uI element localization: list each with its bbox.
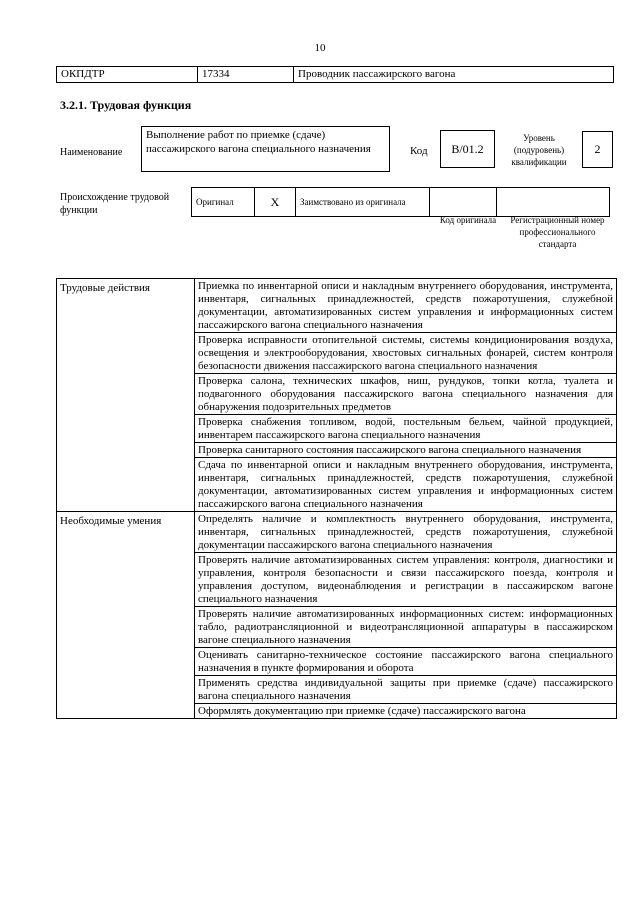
level-label: Уровень (подуровень) квалификации: [511, 133, 567, 167]
okpdtr-row: [57, 67, 614, 83]
origin-table: [191, 187, 610, 217]
labor-action-item: Приемка по инвентарной описи и накладным внутреннего оборудования, инструмента, инвентаря, сигнальных принадлежностей, средств пожаротушения, служебной документации, автоматизированных систем управления и информационных систем пассажирского вагона специального назначения: [195, 279, 617, 333]
registration-number-caption: Регистрационный номер профессионального стандарта: [510, 215, 605, 249]
table-row: [57, 279, 617, 333]
original-mark: X: [255, 188, 296, 217]
labor-actions-label: Трудовые действия: [57, 279, 195, 512]
name-label: Наименование: [60, 147, 123, 158]
labor-action-item: Проверка исправности отопительной системы, системы кондиционирования воздуха, освещения и электрооборудования, хвостовых сигнальных фонарей, систем контроля безопасности движения пассажирского вагона специального назначения: [195, 333, 617, 374]
skill-item: Проверять наличие автоматизированных информационных систем: информационных табло, радиотрансляционной и видеотрансляционной аппаратуры в пассажирском вагоне специального назначения: [195, 607, 617, 648]
page-number: 10: [314, 42, 326, 54]
function-code: В/01.2: [440, 130, 495, 168]
skill-item: Определять наличие и комплектность внутреннего оборудования, инструмента, инвентаря, сигнальных принадлежностей, средств пожаротушения, служебной документации пассажирского вагона специального назначения: [195, 512, 617, 553]
labor-action-item: Сдача по инвентарной описи и накладным внутреннего оборудования, инструмента, инвентаря, сигнальных принадлежностей, средств пожаротушения, служебной документации, автоматизированных систем управления и информационных систем пассажирского вагона специального назначения: [195, 458, 617, 512]
okpdtr-name: Проводник пассажирского вагона: [294, 67, 614, 83]
code-label: Код: [410, 145, 428, 157]
origin-code-cell: [430, 188, 497, 217]
origin-label: Происхождение трудовой функции: [60, 192, 170, 216]
borrowed-label: Заимствовано из оригинала: [296, 188, 430, 217]
section-title: 3.2.1. Трудовая функция: [60, 98, 192, 112]
skills-label: Необходимые умения: [57, 512, 195, 719]
function-details-table: [56, 278, 617, 719]
table-row: [57, 512, 617, 553]
labor-action-item: Проверка снабжения топливом, водой, постельным бельем, чайной продукцией, инвентарем пассажирского вагона специального назначения: [195, 415, 617, 443]
function-name: Выполнение работ по приемке (сдаче) пассажирского вагона специального назначения: [141, 126, 390, 172]
origin-row: [192, 188, 610, 217]
skill-item: Оценивать санитарно-техническое состояние пассажирского вагона специального назначения в пункте формирования и оборота: [195, 648, 617, 676]
okpdtr-label: ОКПДТР: [57, 67, 198, 83]
labor-action-item: Проверка салона, технических шкафов, ниш, рундуков, топки котла, туалета и подвагонного оборудования пассажирского вагона специального назначения для обнаружения подозрительных предметов: [195, 374, 617, 415]
code-original-caption: Код оригинала: [439, 215, 497, 225]
qualification-level: 2: [582, 131, 613, 168]
okpdtr-table: [56, 66, 614, 83]
original-label: Оригинал: [192, 188, 255, 217]
labor-action-item: Проверка санитарного состояния пассажирского вагона специального назначения: [195, 443, 617, 458]
okpdtr-code: 17334: [198, 67, 294, 83]
skill-item: Оформлять документацию при приемке (сдаче) пассажирского вагона: [195, 704, 617, 719]
skill-item: Применять средства индивидуальной защиты при приемке (сдаче) пассажирского вагона специального назначения: [195, 676, 617, 704]
skill-item: Проверять наличие автоматизированных систем управления: контроля, диагностики и управления, контроля безопасности и связи пассажирского поезда, контроля и управления доступом, видеонаблюдения и регистрации в пассажирском вагоне специального назначения: [195, 553, 617, 607]
origin-reg-cell: [497, 188, 610, 217]
